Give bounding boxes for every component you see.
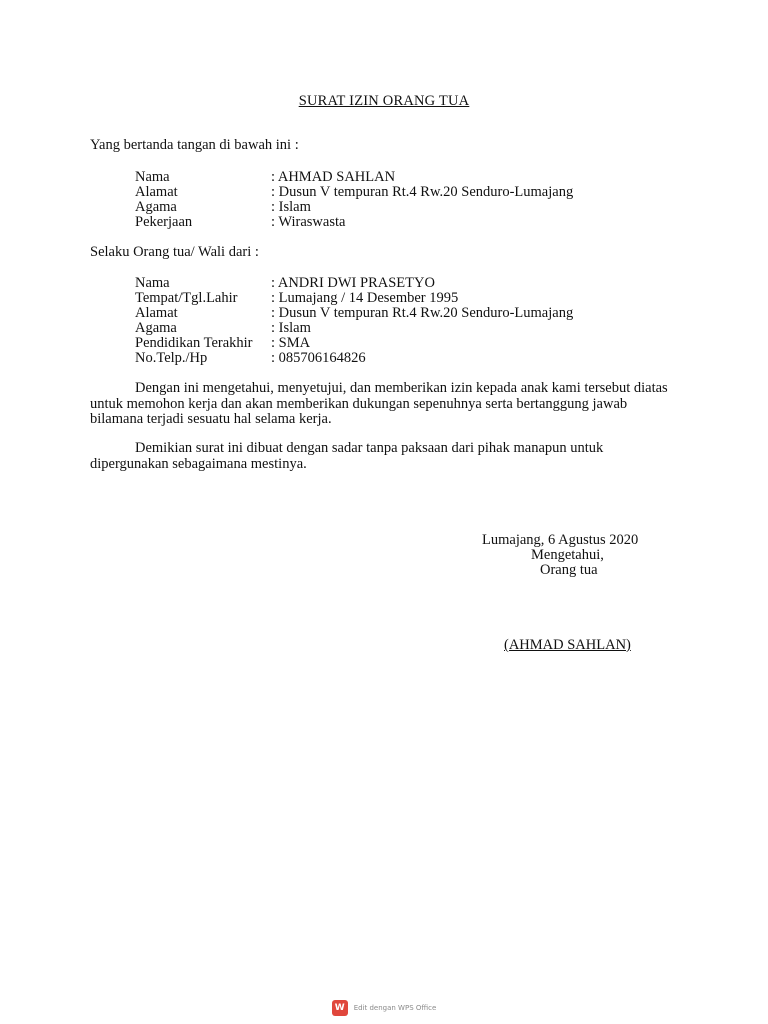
field-value: : Islam (271, 320, 311, 336)
field-label: Alamat (135, 305, 178, 321)
field-value: : Lumajang / 14 Desember 1995 (271, 290, 459, 306)
document-title: SURAT IZIN ORANG TUA (298, 93, 470, 109)
field-label: Nama (135, 275, 170, 291)
parent-row-name (135, 170, 395, 185)
field-value: : ANDRI DWI PRASETYO (271, 275, 435, 291)
field-label: Pendidikan Terakhir (135, 335, 253, 351)
field-value: : Wiraswasta (271, 214, 346, 230)
field-label: Pekerjaan (135, 214, 193, 230)
wps-footer-text: Edit dengan WPS Office (353, 1004, 437, 1012)
field-label: Agama (135, 320, 177, 336)
consent-text: Dengan ini mengetahui, menyetujui, dan memberikan izin kepada anak kami tersebut diatas untuk memohon kerja dan akan memberikan dukungan sepenuhnya serta bertanggung jawab bilamana terjadi sesuatu hal selama kerja. (90, 380, 668, 427)
consent-paragraph (90, 381, 680, 428)
closing-paragraph (90, 441, 680, 472)
place-date: Lumajang, 6 Agustus 2020 (482, 532, 639, 548)
intro-text: Yang bertanda tangan di bawah ini : (90, 137, 299, 153)
field-label: Alamat (135, 184, 178, 200)
field-value: : Dusun V tempuran Rt.4 Rw.20 Senduro-Lumajang (271, 184, 574, 200)
field-value: : Dusun V tempuran Rt.4 Rw.20 Senduro-Lumajang (271, 305, 574, 321)
field-value: : SMA (271, 335, 311, 351)
field-label: Tempat/Tgl.Lahir (135, 290, 238, 306)
parent-row-religion (135, 200, 311, 215)
closing-text: Demikian surat ini dibuat dengan sadar tanpa paksaan dari pihak manapun untuk dipergunakan sebagaimana mestinya. (90, 440, 604, 472)
signer-role: Orang tua (540, 562, 598, 578)
child-row-address (135, 306, 573, 321)
field-value: : 085706164826 (271, 350, 366, 366)
parent-row-address (135, 185, 573, 200)
guardian-intro-text: Selaku Orang tua/ Wali dari : (90, 244, 259, 260)
field-label: No.Telp./Hp (135, 350, 208, 366)
field-value: : Islam (271, 199, 311, 215)
field-label: Agama (135, 199, 177, 215)
signer-name: (AHMAD SAHLAN) (504, 637, 631, 653)
wps-footer[interactable] (0, 1000, 768, 1016)
field-value: : AHMAD SAHLAN (271, 169, 396, 185)
child-row-name (135, 276, 435, 291)
child-row-religion (135, 321, 311, 336)
parent-row-occupation (135, 215, 345, 230)
acknowledge-label: Mengetahui, (531, 547, 604, 563)
child-row-education (135, 336, 310, 351)
child-row-birth (135, 291, 458, 306)
wps-logo-icon: W (332, 1000, 348, 1016)
child-row-phone (135, 351, 366, 366)
field-label: Nama (135, 169, 170, 185)
